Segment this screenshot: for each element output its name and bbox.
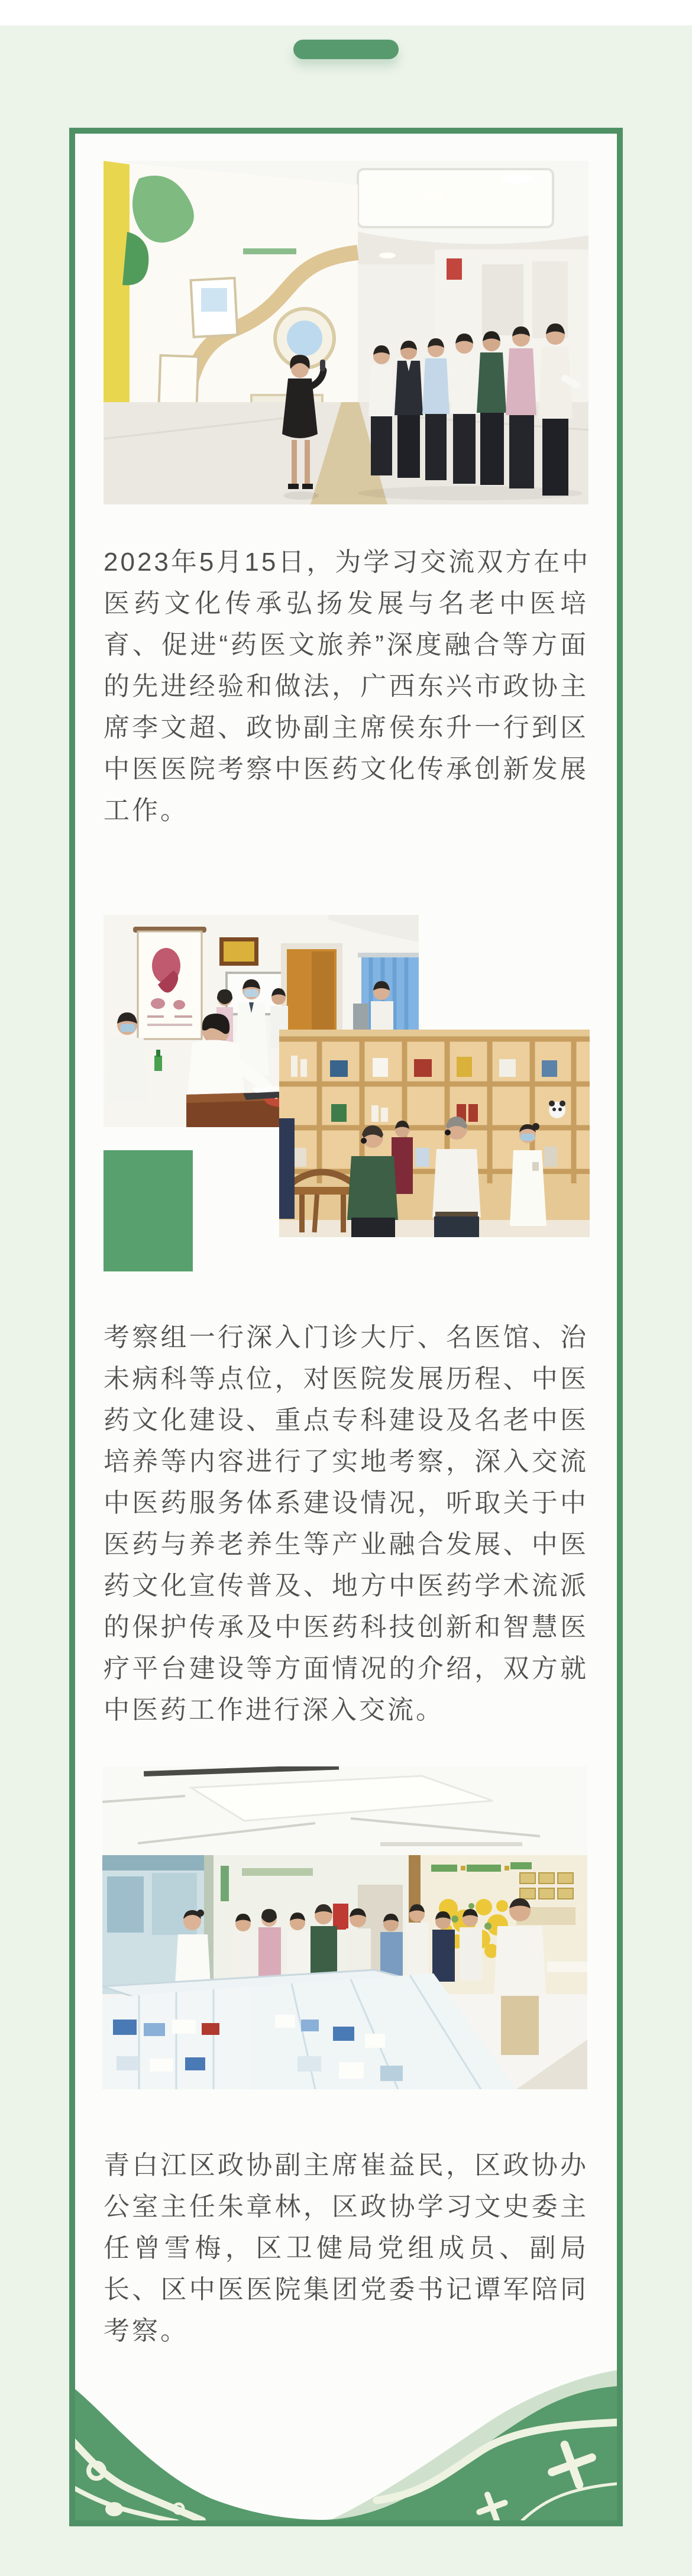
paragraph-1-line-7: 工作。 xyxy=(104,796,189,825)
paragraph-1-line-1: 2023年5月15日，为学习交流双方在中 xyxy=(104,548,591,577)
footer-wave xyxy=(75,2354,617,2520)
paragraph-1-line-5: 席李文超、政协副主席侯东升一行到区 xyxy=(104,713,588,742)
photo-pharmacy-hall-visit[interactable] xyxy=(102,1766,587,2089)
paragraph-2-line-4: 培养等内容进行了实地考察，深入交流 xyxy=(104,1447,588,1476)
top-tab-pill xyxy=(293,40,399,59)
paragraph-1-line-2: 医药文化传承弘扬发展与名老中医培 xyxy=(104,589,588,618)
paragraph-3-line-5: 考察。 xyxy=(104,2316,189,2345)
pharmacy-hall-scene-illustration xyxy=(102,1766,587,2089)
paragraph-2-line-1: 考察组一行深入门诊大厅、名医馆、治 xyxy=(104,1323,588,1352)
paragraph-1-line-3: 育、促进“药医文旅养”深度融合等方面 xyxy=(104,630,588,659)
display-shelf-scene-illustration xyxy=(279,1030,590,1237)
decor-green-square xyxy=(104,1150,193,1271)
photo-culture-corridor-tour[interactable] xyxy=(104,161,588,504)
footer-wave-graphic xyxy=(75,2354,617,2520)
article-card-inner xyxy=(75,134,617,2520)
paragraph-3-line-4: 长、区中医医院集团党委书记谭军陪同 xyxy=(104,2275,588,2304)
paragraph-1-line-4: 的先进经验和做法，广西东兴市政协主 xyxy=(104,672,588,701)
paragraph-2-line-7: 药文化宣传普及、地方中医药学术流派 xyxy=(104,1571,588,1600)
paragraph-1-line-6: 中医医院考察中医药文化传承创新发展 xyxy=(104,755,588,784)
paragraph-3-line-2: 公室主任朱章林，区政协学习文史委主 xyxy=(104,2192,588,2221)
paragraph-1 xyxy=(104,542,591,831)
top-white-strip xyxy=(0,0,692,25)
paragraph-2 xyxy=(104,1317,588,1731)
paragraph-3 xyxy=(104,2145,588,2352)
paragraph-3-line-1: 青白江区政协副主席崔益民，区政协办 xyxy=(104,2151,588,2180)
paragraph-2-line-6: 医药与养老养生等产业融合发展、中医 xyxy=(104,1530,588,1559)
photo-collage xyxy=(104,915,617,1274)
paragraph-2-line-9: 疗平台建设等方面情况的介绍，双方就 xyxy=(104,1654,588,1683)
corridor-scene-illustration xyxy=(104,161,588,504)
paragraph-2-line-8: 的保护传承及中医药科技创新和智慧医 xyxy=(104,1613,588,1642)
paragraph-3-line-3: 任曾雪梅，区卫健局党组成员、副局 xyxy=(104,2234,588,2263)
paragraph-2-line-5: 中医药服务体系建设情况，听取关于中 xyxy=(104,1488,588,1517)
paragraph-2-line-2: 未病科等点位，对医院发展历程、中医 xyxy=(104,1364,588,1393)
dot-circle xyxy=(105,2502,123,2516)
article-card xyxy=(69,128,623,2526)
paragraph-2-line-3: 药文化建设、重点专科建设及名老中医 xyxy=(104,1406,588,1435)
photo-display-shelf-visit[interactable] xyxy=(279,1030,590,1237)
paragraph-2-line-10: 中医药工作进行深入交流。 xyxy=(104,1695,444,1724)
